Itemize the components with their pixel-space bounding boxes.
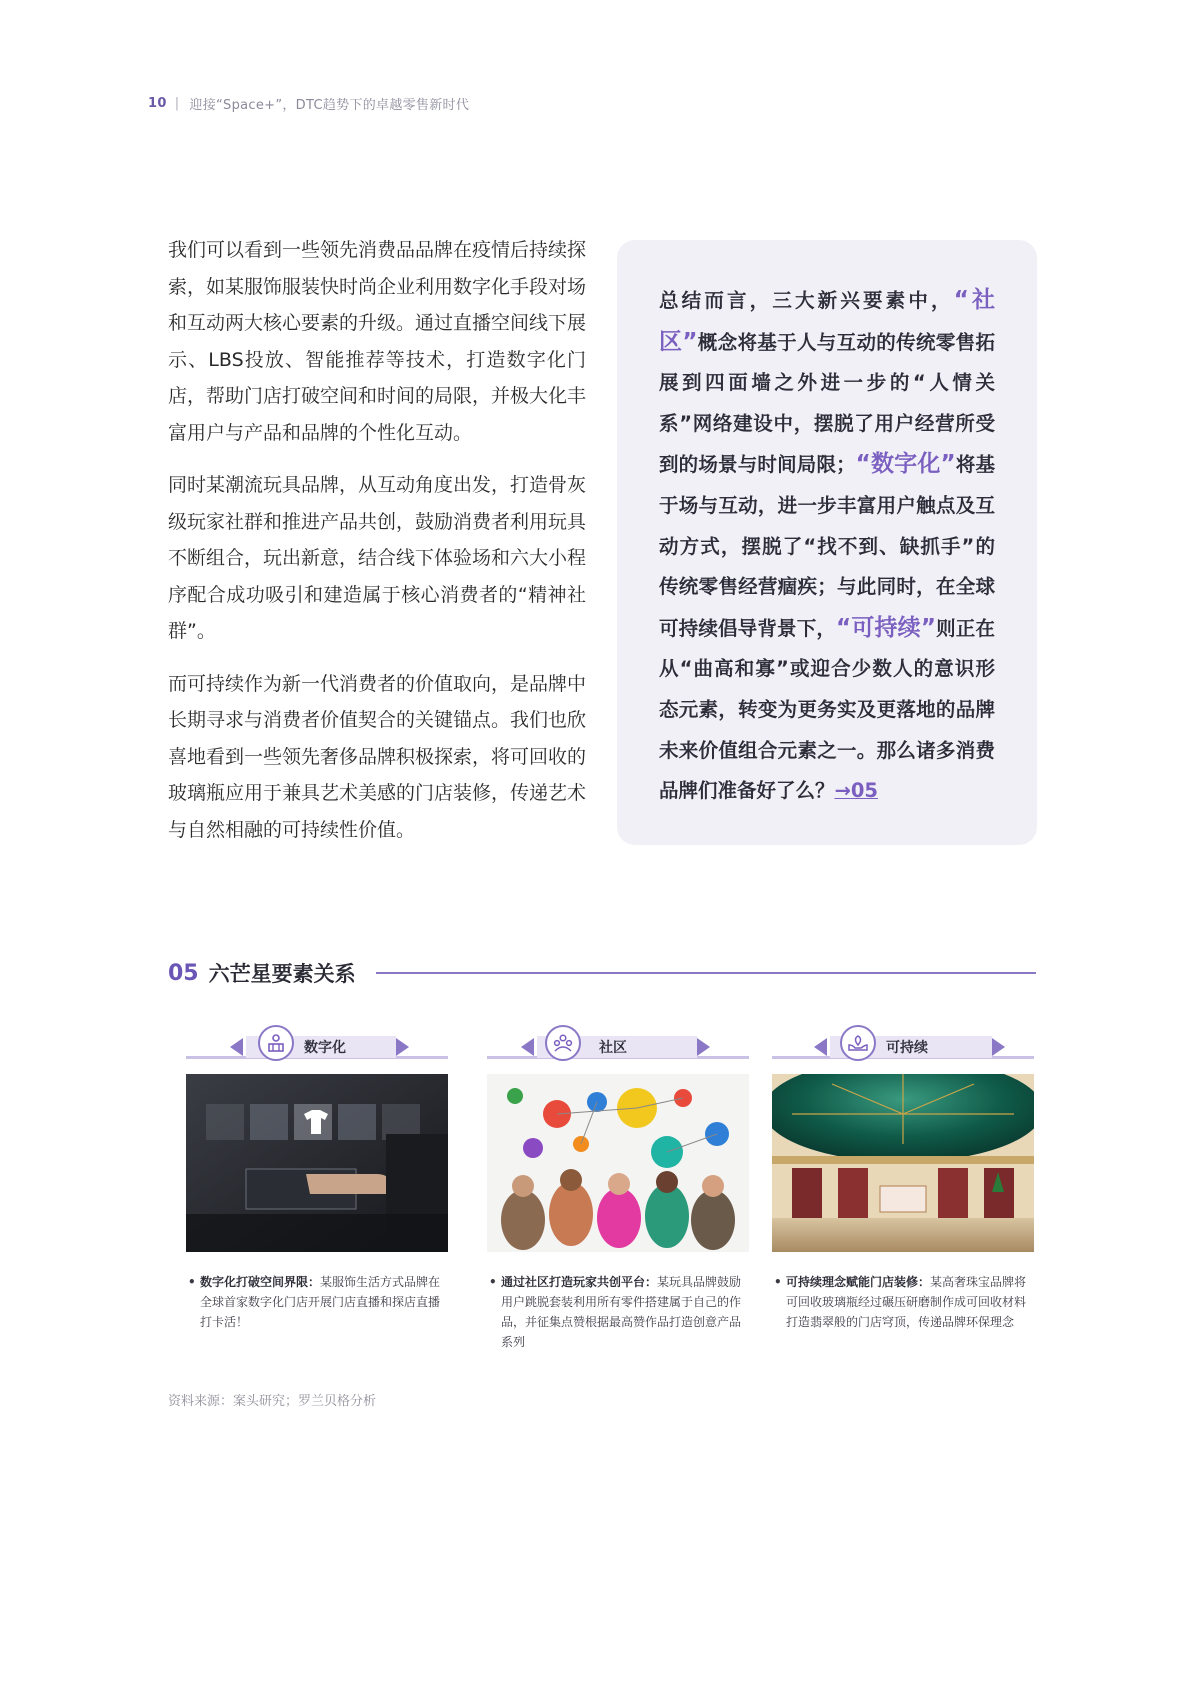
card-tab xyxy=(186,1022,448,1064)
caption-tail: ！ xyxy=(236,1315,249,1329)
body-paragraph-1: 我们可以看到一些领先消费品品牌在疫情后持续探索，如某服饰服装快时尚企业利用数字化手段对场和互动两大核心要素的升级。通过直播空间线下展示、LBS投放、智能推荐等技术，打造数字化门店，帮助门店打破空间和时间的局限，并极大化丰富用户与产品和品牌的个性化互动。 xyxy=(168,239,587,444)
caption-text: 某服饰生活方式品牌在全球首家数字化门店开展门店直播和探店直播打卡活 xyxy=(200,1275,441,1329)
tab-label: 可持续 xyxy=(886,1040,928,1056)
card-digital xyxy=(186,1022,448,1332)
highlight-sustainability: “可持续” xyxy=(836,614,936,641)
bullet-icon: • xyxy=(489,1275,497,1289)
tab-left-triangle xyxy=(814,1038,827,1056)
highlight-digital: “数字化” xyxy=(855,451,956,478)
arrow-icon: → xyxy=(834,779,851,803)
caption-text: 某高奢珠宝品牌将可回收玻璃瓶经过碾压研磨制作成可回收材料打造翡翠般的门店穹顶，传递品牌环保理念 xyxy=(786,1275,1027,1329)
header-title: 迎接“Space+”，DTC趋势下的卓越零售新时代 xyxy=(189,98,470,113)
bullet-icon: • xyxy=(188,1275,196,1289)
source-note: 资料来源：案头研究；罗兰贝格分析 xyxy=(168,1394,377,1409)
tab-right-triangle xyxy=(992,1038,1005,1056)
section-heading xyxy=(168,958,1036,988)
summary-text xyxy=(659,280,995,812)
card-caption xyxy=(487,1272,749,1352)
tab-right-triangle xyxy=(396,1038,409,1056)
card-sustainability xyxy=(772,1022,1034,1332)
caption-bold: 通过社区打造玩家共创平台： xyxy=(501,1275,658,1289)
sustainability-store-photo xyxy=(772,1074,1034,1252)
caption-bold: 可持续理念赋能门店装修： xyxy=(786,1275,931,1289)
digital-store-icon xyxy=(258,1025,294,1061)
summary-part-4: 则正在从“曲高和寡”或迎合少数人的意识形态元素，转变为更务实及更落地的品牌未来价值组合元素之一。那么诸多消费品牌们准备好了么？ xyxy=(659,616,995,803)
summary-part-2: 概念将基于人与互动的传统零售拓展到四面墙之外进一步的“人情关系”网络建设中，摆脱了用户经营所受到的场景与时间局限； xyxy=(659,330,995,477)
bullet-icon: • xyxy=(774,1275,782,1289)
caption-bold: 数字化打破空间界限： xyxy=(200,1275,321,1289)
section-rule xyxy=(376,972,1036,974)
figure-reference-link[interactable] xyxy=(835,779,878,802)
section-number: 05 xyxy=(168,960,199,986)
header-separator: | xyxy=(174,96,180,111)
tab-label: 数字化 xyxy=(304,1040,346,1056)
community-icon xyxy=(545,1025,581,1061)
summary-part-3: 将基于场与互动，进一步丰富用户触点及互动方式，摆脱了“找不到、缺抓手”的传统零售经营痼疾；与此同时，在全球可持续倡导背景下， xyxy=(659,453,995,640)
summary-box xyxy=(617,240,1037,845)
card-tab xyxy=(772,1022,1034,1064)
card-caption xyxy=(772,1272,1034,1332)
tab-left-triangle xyxy=(230,1038,243,1056)
figure-reference-number: 05 xyxy=(850,779,878,803)
body-paragraph-3: 而可持续作为新一代消费者的价值取向，是品牌中长期寻求与消费者价值契合的关键锚点。我们也欣喜地看到一些领先奢侈品牌积极探索，将可回收的玻璃瓶应用于兼具艺术美感的门店装修，传递艺术与自然相融的可持续性价值。 xyxy=(168,672,587,841)
section-title: 六芒星要素关系 xyxy=(208,962,356,986)
page-number: 10 xyxy=(148,96,167,111)
tab-left-triangle xyxy=(521,1038,534,1056)
tab-label: 社区 xyxy=(599,1040,627,1056)
card-community xyxy=(487,1022,749,1352)
digital-store-photo xyxy=(186,1074,448,1252)
card-tab xyxy=(487,1022,749,1064)
sustainability-hands-icon xyxy=(840,1025,876,1061)
body-text-column xyxy=(168,232,586,864)
page-header xyxy=(148,94,469,113)
community-photo xyxy=(487,1074,749,1252)
tab-right-triangle xyxy=(697,1038,710,1056)
summary-part-1: 总结而言，三大新兴要素中， xyxy=(659,289,954,312)
highlight-community: “社区” xyxy=(659,287,995,355)
card-caption xyxy=(186,1272,448,1332)
caption-text: 某玩具品牌鼓励用户跳脱套装利用所有零件搭建属于自己的作品，并征集点赞根据最高赞作品打造创意产品系列 xyxy=(501,1275,742,1349)
body-paragraph-2: 同时某潮流玩具品牌，从互动角度出发，打造骨灰级玩家社群和推进产品共创，鼓励消费者利用玩具不断组合，玩出新意，结合线下体验场和六大小程序配合成功吸引和建造属于核心消费者的“精神社群”。 xyxy=(168,474,587,642)
